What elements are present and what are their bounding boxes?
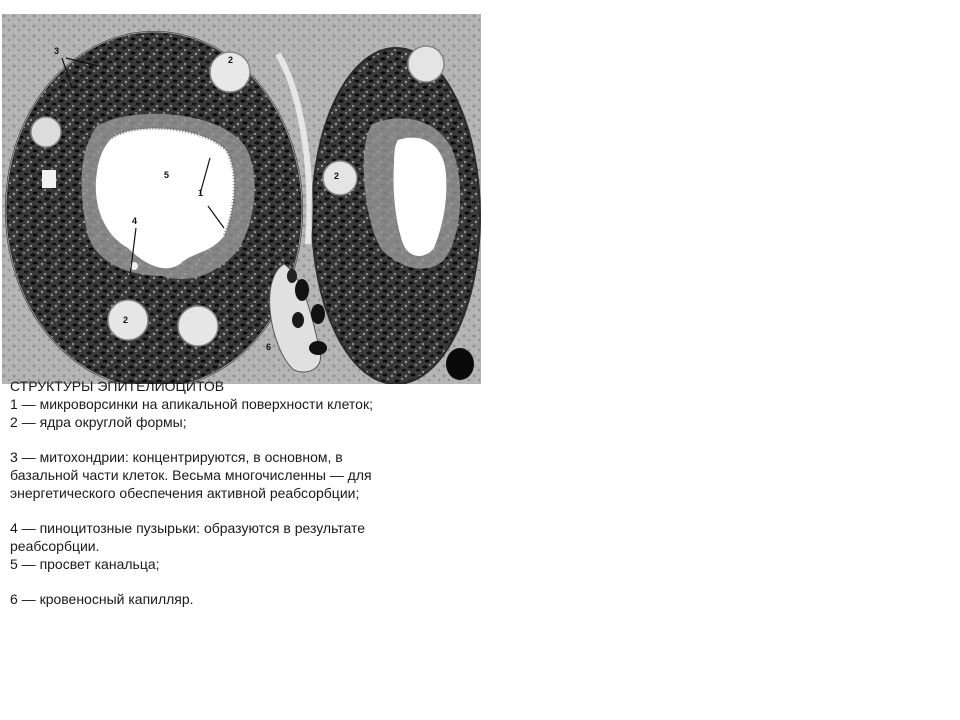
nucleus bbox=[323, 161, 357, 195]
label-2-right: 2 bbox=[334, 171, 340, 181]
nucleus bbox=[178, 306, 218, 346]
nucleus bbox=[31, 117, 61, 147]
label-2-bottom: 2 bbox=[123, 315, 129, 325]
tubule-micrograph bbox=[2, 14, 481, 384]
caption-item-2: 2 — ядра округлой формы; bbox=[10, 414, 187, 430]
left-tubule bbox=[6, 32, 302, 384]
caption-item-1: 1 — микроворсинки на апикальной поверхности клеток; bbox=[10, 396, 373, 412]
caption-item-6: 6 — кровеносный капилляр. bbox=[10, 591, 194, 607]
caption-item-4: 4 — пиноцитозные пузырьки: образуются в результате bbox=[10, 520, 366, 536]
caption-item-3-cont: базальной части клеток. Весьма многочисленны — для bbox=[10, 467, 372, 483]
caption-title: СТРУКТУРЫ ЭПИТЕЛИОЦИТОВ bbox=[10, 378, 225, 394]
caption bbox=[10, 377, 450, 608]
caption-item-3: 3 — митохондрии: концентрируются, в основном, в bbox=[10, 449, 343, 465]
label-3: 3 bbox=[54, 46, 60, 56]
label-2-top: 2 bbox=[228, 55, 234, 65]
label-1: 1 bbox=[198, 188, 204, 198]
label-6: 6 bbox=[266, 342, 272, 352]
nucleus bbox=[408, 46, 444, 82]
caption-item-3-cont: энергетического обеспечения активной реабсорбции; bbox=[10, 485, 360, 501]
label-4: 4 bbox=[132, 216, 138, 226]
caption-item-5: 5 — просвет канальца; bbox=[10, 556, 160, 572]
right-tubule bbox=[312, 46, 480, 384]
caption-item-4-cont: реабсорбции. bbox=[10, 538, 100, 554]
label-5: 5 bbox=[164, 170, 170, 180]
